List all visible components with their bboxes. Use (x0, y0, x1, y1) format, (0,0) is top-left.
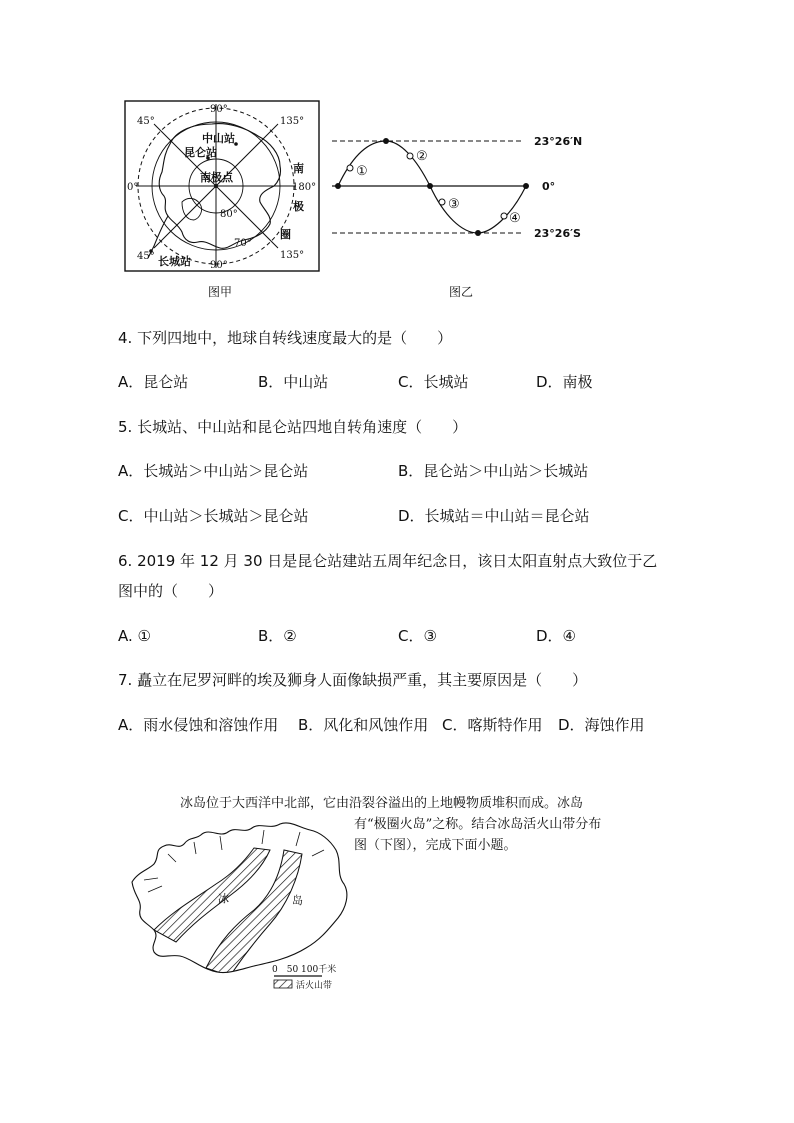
label-lower-right-135: 135° (280, 250, 305, 261)
legend-label: 活火山带 (296, 981, 333, 990)
solid-point-5 (523, 183, 529, 189)
label-lower-left-45: 45° (137, 251, 155, 262)
solid-point-1 (335, 183, 341, 189)
question-7-option-d: D．海蚀作用 (558, 716, 645, 734)
question-5-option-a: A．长城站＞中山站＞昆仑站 (118, 462, 309, 480)
label-south-pole: 南极点 (200, 171, 233, 184)
question-5-option-b: B．昆仑站＞中山站＞长城站 (398, 462, 589, 480)
question-4-stem: 4. 下列四地中，地球自转线速度最大的是（ ） (118, 329, 453, 347)
figure-a-caption: 图甲 (208, 285, 233, 299)
question-6-option-a: A. ① (118, 627, 151, 645)
label-lat-80: 80° (220, 209, 238, 220)
question-6-stem-line-2: 图中的（ ） (118, 582, 224, 600)
south-pole-point (214, 184, 218, 188)
label-upper-right-135: 135° (280, 116, 305, 127)
label-circle-3: 圈 (280, 228, 291, 241)
label-lat-70: 70° (234, 238, 252, 249)
figure-b-caption: 图乙 (449, 285, 474, 299)
label-circle-2: 极 (293, 200, 304, 213)
label-left-0: 0° (127, 182, 139, 193)
question-7-stem: 7. 矗立在尼罗河畔的埃及狮身人面像缺损严重，其主要原因是（ ） (118, 671, 588, 689)
question-6-option-b: B．② (258, 627, 297, 645)
label-tropic-north: 23°26′N (534, 135, 583, 148)
question-5-option-c: C．中山站＞长城站＞昆仑站 (118, 507, 309, 525)
solid-point-3 (427, 183, 433, 189)
label-tropic-south: 23°26′S (534, 227, 581, 240)
question-4-option-d: D．南极 (536, 373, 593, 391)
question-4-option-b: B．中山站 (258, 373, 329, 391)
iceland-intro-line-1: 冰岛位于大西洋中北部，它由沿裂谷溢出的上地幔物质堆积而成。冰岛 (180, 796, 584, 811)
hollow-point-2 (407, 153, 413, 159)
question-5-option-d: D．长城站＝中山站＝昆仑站 (398, 507, 590, 525)
hollow-point-1 (347, 165, 353, 171)
label-bottom-90: 90° (210, 260, 228, 271)
question-7-option-c: C．喀斯特作用 (442, 716, 543, 734)
map-label-1: 冰 (218, 892, 229, 905)
marker-4: ④ (509, 211, 521, 226)
solid-point-2 (383, 138, 389, 144)
iceland-intro-line-2: 有“极圈火岛”之称。结合冰岛活火山带分布 (354, 817, 602, 832)
label-kunlun: 昆仑站 (184, 146, 217, 159)
label-equator: 0° (542, 180, 556, 193)
question-7-option-b: B．风化和风蚀作用 (298, 716, 429, 734)
legend-hatch-swatch (274, 980, 292, 988)
label-upper-left-45: 45° (137, 116, 155, 127)
hollow-point-3 (439, 199, 445, 205)
label-zhongshan: 中山站 (202, 132, 235, 145)
label-right-180: 180° (292, 182, 317, 193)
figure-a-antarctic-map (124, 100, 320, 272)
marker-3: ③ (448, 197, 460, 212)
question-6-option-c: C．③ (398, 627, 437, 645)
question-6-option-d: D．④ (536, 627, 576, 645)
hollow-point-4 (501, 213, 507, 219)
figure-b-sun-path-diagram (330, 128, 614, 244)
question-4-option-c: C．长城站 (398, 373, 469, 391)
marker-1: ① (356, 164, 368, 179)
question-7-option-a: A．雨水侵蚀和溶蚀作用 (118, 716, 279, 734)
iceland-volcano-map (124, 820, 354, 990)
map-label-2: 岛 (292, 894, 303, 907)
question-6-stem-line-1: 6. 2019 年 12 月 30 日是昆仑站建站五周年纪念日，该日太阳直射点大致位于乙 (118, 552, 658, 570)
label-circle-1: 南 (293, 162, 304, 175)
marker-2: ② (416, 149, 428, 164)
iceland-intro-line-3: 图（下图），完成下面小题。 (354, 838, 517, 853)
solid-point-4 (475, 230, 481, 236)
label-changcheng: 长城站 (158, 255, 191, 268)
question-4-option-a: A．昆仑站 (118, 373, 189, 391)
map-scale-label: 0 50 100千米 (272, 965, 337, 975)
label-top-90: 90° (210, 104, 228, 115)
question-5-stem: 5. 长城站、中山站和昆仑站四地自转角速度（ ） (118, 418, 468, 436)
